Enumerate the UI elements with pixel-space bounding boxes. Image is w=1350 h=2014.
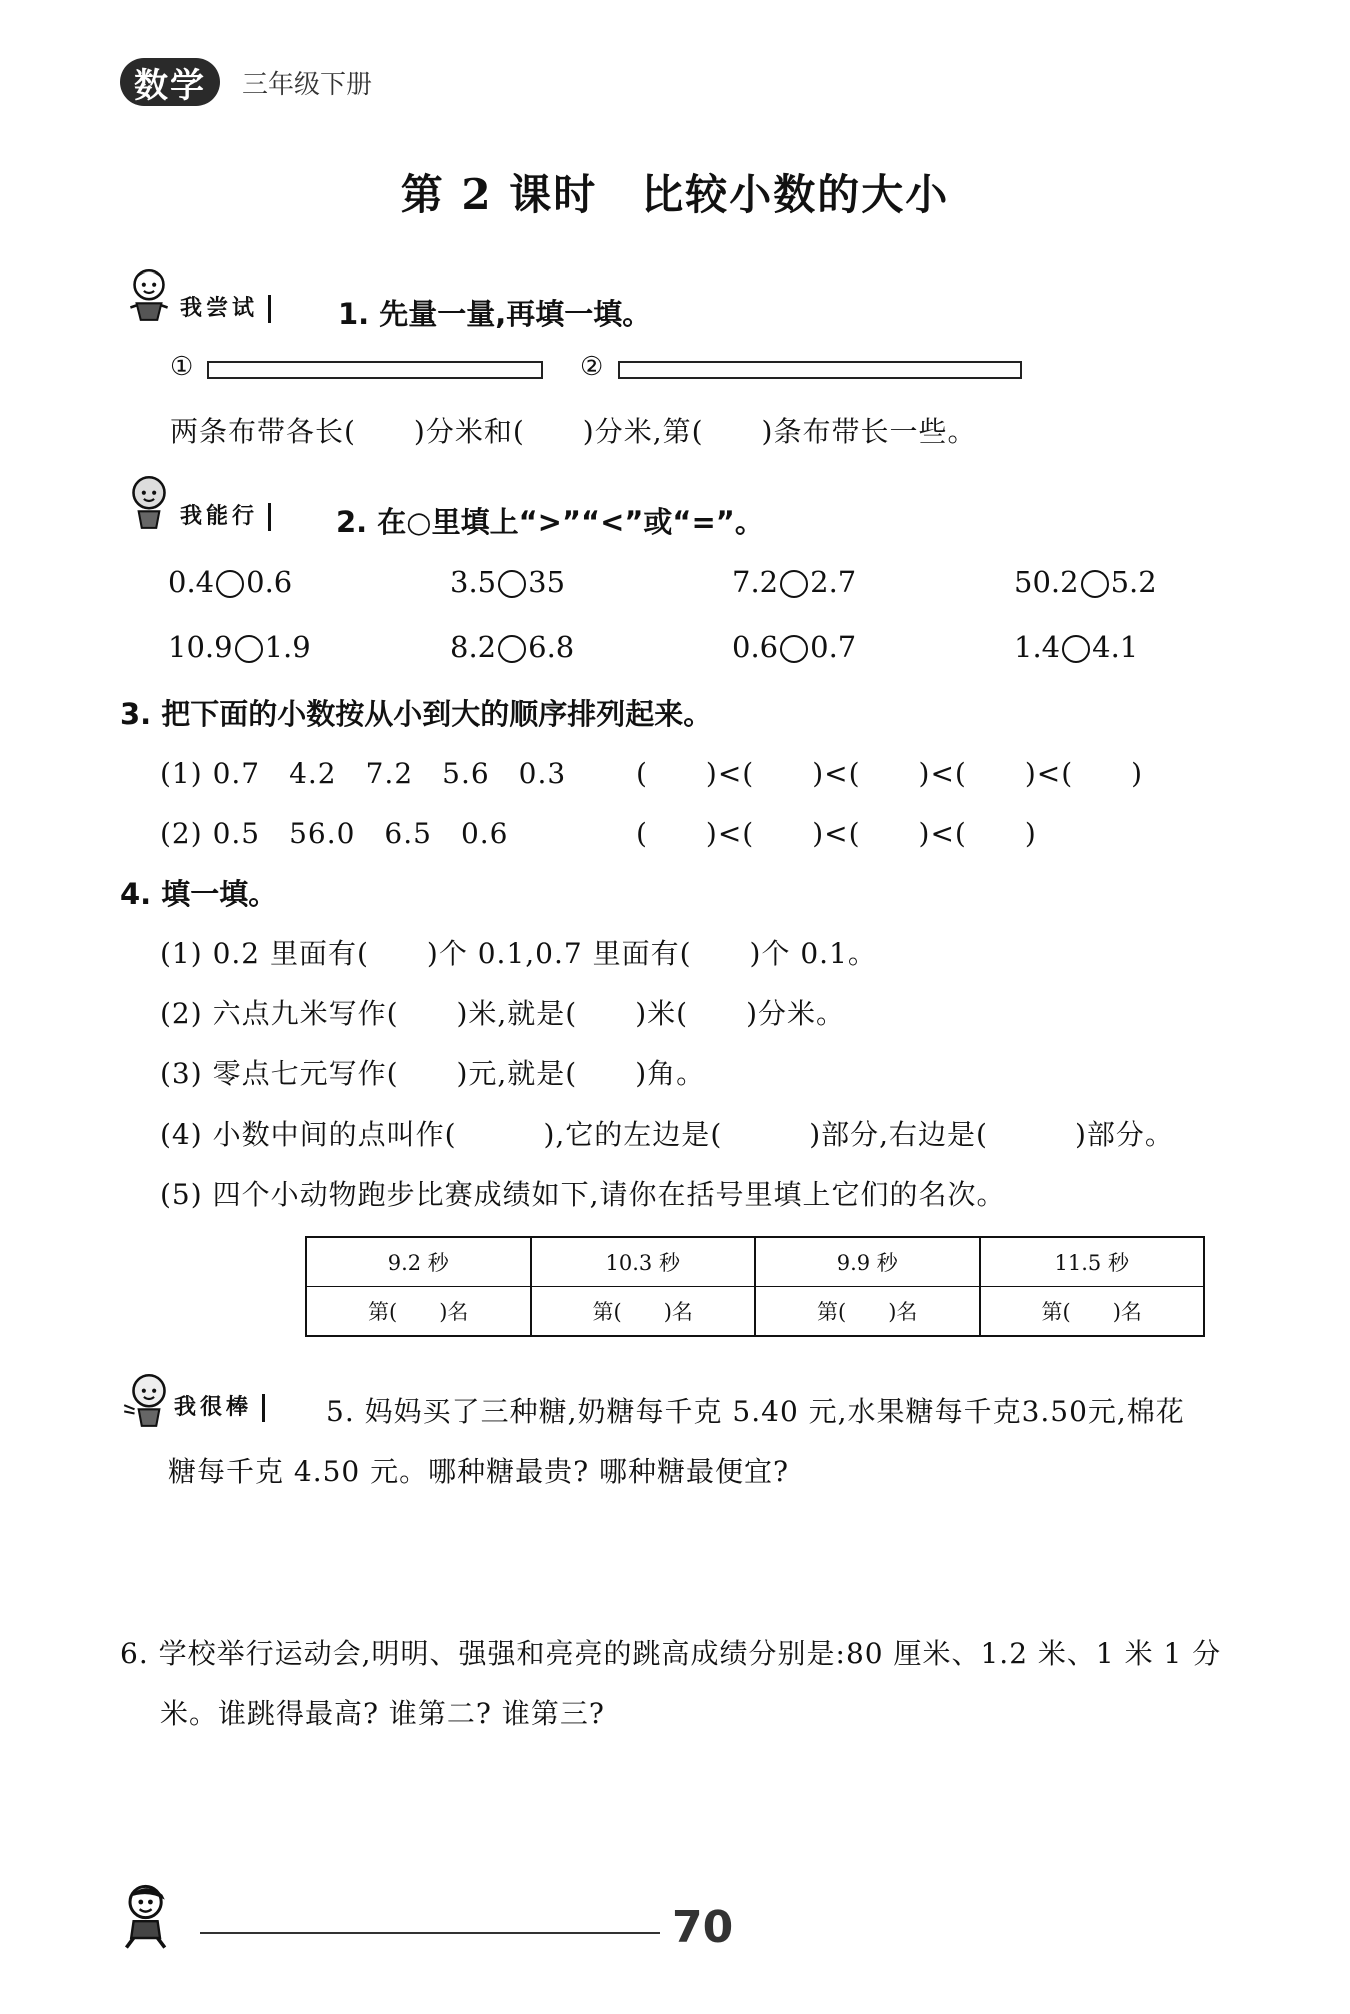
question-3-title: 3. 把下面的小数按从小到大的顺序排列起来。 — [120, 697, 713, 731]
race-rank-cell[interactable]: 第( )名 — [755, 1287, 980, 1337]
compare-item: 50.2 5.2 — [1014, 565, 1157, 599]
question-6-line-2: 米。谁跳得最高? 谁第二? 谁第三? — [160, 1697, 605, 1730]
compare-circle[interactable] — [216, 570, 244, 598]
compare-item: 1.4 4.1 — [1014, 630, 1139, 664]
lesson-title: 第 2 课时 比较小数的大小 — [400, 170, 950, 219]
compare-item: 7.2 2.7 — [732, 565, 857, 599]
race-time-cell: 9.9 秒 — [755, 1237, 980, 1287]
section-badge-great: 我很棒 — [174, 1394, 265, 1422]
race-time-cell: 11.5 秒 — [980, 1237, 1205, 1287]
race-rank-cell[interactable]: 第( )名 — [531, 1287, 756, 1337]
boy-mascot-icon — [112, 1878, 184, 1950]
race-time-cell: 10.3 秒 — [531, 1237, 756, 1287]
compare-circle[interactable] — [235, 635, 263, 663]
section-badge-can: 我能行 — [180, 503, 271, 531]
compare-item: 3.5 35 — [450, 565, 566, 599]
compare-circle[interactable] — [1081, 570, 1109, 598]
question-4-item: (1) 0.2 里面有( )个 0.1,0.7 里面有( )个 0.1。 — [160, 937, 877, 970]
question-4-item: (4) 小数中间的点叫作( ),它的左边是( )部分,右边是( )部分。 — [160, 1118, 1174, 1151]
compare-circle[interactable] — [780, 635, 808, 663]
compare-item: 0.4 0.6 — [168, 565, 293, 599]
question-6-line-1: 6. 学校举行运动会,明明、强强和亮亮的跳高成绩分别是:80 厘米、1.2 米、1 米 1 分 — [120, 1637, 1222, 1670]
question-3-numbers: (1) 0.7 4.2 7.2 5.6 0.3 — [160, 757, 567, 790]
question-1-sentence: 两条布带各长( )分米和( )分米,第( )条布带长一些。 — [170, 415, 977, 448]
subject-badge: 数学 — [120, 58, 220, 106]
compare-item: 0.6 0.7 — [732, 630, 857, 664]
footer-rule — [200, 1932, 660, 1934]
compare-item: 8.2 6.8 — [450, 630, 575, 664]
grade-label: 三年级下册 — [242, 70, 373, 100]
question-3-blanks: ( )<( )<( )<( ) — [636, 817, 1037, 850]
compare-circle[interactable] — [780, 570, 808, 598]
section-badge-try: 我尝试 — [180, 295, 271, 323]
compare-circle[interactable] — [498, 635, 526, 663]
girl-mascot-icon — [118, 262, 180, 324]
girl-mascot-icon — [118, 470, 180, 532]
page-number: 70 — [672, 1902, 734, 1953]
ribbon-2 — [618, 361, 1022, 379]
question-3-numbers: (2) 0.5 56.0 6.5 0.6 — [160, 817, 509, 850]
question-5-line-2: 糖每千克 4.50 元。哪种糖最贵? 哪种糖最便宜? — [168, 1455, 790, 1488]
compare-circle[interactable] — [498, 570, 526, 598]
race-results-table — [305, 1236, 1205, 1337]
compare-item: 10.9 1.9 — [168, 630, 311, 664]
ribbon-1-label: ① — [170, 352, 194, 382]
race-rank-cell[interactable]: 第( )名 — [980, 1287, 1205, 1337]
race-time-cell: 9.2 秒 — [306, 1237, 531, 1287]
question-4-item: (5) 四个小动物跑步比赛成绩如下,请你在括号里填上它们的名次。 — [160, 1178, 1006, 1211]
question-5-line-1: 5. 妈妈买了三种糖,奶糖每千克 5.40 元,水果糖每千克3.50元,棉花 — [326, 1395, 1185, 1428]
race-rank-cell[interactable]: 第( )名 — [306, 1287, 531, 1337]
question-4-item: (2) 六点九米写作( )米,就是( )米( )分米。 — [160, 997, 846, 1030]
question-2-title: 2. 在○里填上“>”“<”或“=”。 — [336, 505, 764, 539]
question-4-title: 4. 填一填。 — [120, 877, 278, 911]
ribbon-2-label: ② — [580, 352, 604, 382]
ribbon-1 — [207, 361, 543, 379]
question-1-title: 1. 先量一量,再填一填。 — [338, 297, 652, 331]
girl-mascot-icon — [118, 1368, 180, 1430]
question-3-blanks: ( )<( )<( )<( )<( ) — [636, 757, 1144, 790]
compare-circle[interactable] — [1062, 635, 1090, 663]
question-4-item: (3) 零点七元写作( )元,就是( )角。 — [160, 1057, 706, 1090]
